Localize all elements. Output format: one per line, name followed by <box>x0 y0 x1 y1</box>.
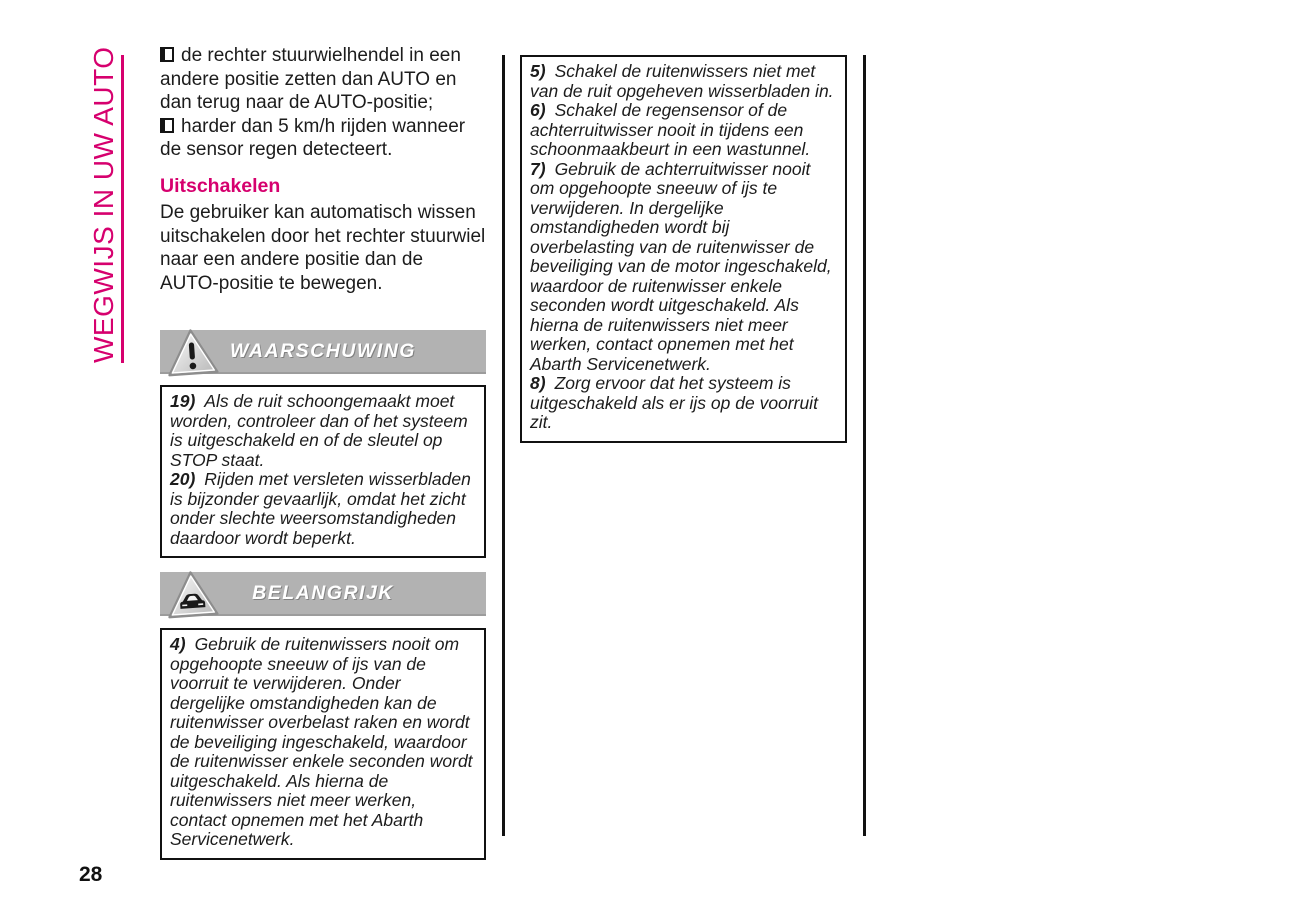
sidebar-accent-rule <box>121 55 124 363</box>
warning-triangle-icon <box>163 326 220 381</box>
notice-item <box>530 160 837 375</box>
sidebar-chapter-title: WEGWIJS IN UW AUTO <box>88 46 119 363</box>
section-heading: Uitschakelen <box>160 174 281 197</box>
square-bullet-icon <box>160 118 174 133</box>
warning-notice-box <box>160 385 486 558</box>
warning-banner-label: WAARSCHUWING <box>230 339 416 362</box>
important-banner-label: BELANGRIJK <box>252 581 394 604</box>
notice-item-text: Gebruik de achterruitwisser nooit om opgehoopte sneeuw of ijs te verwijderen. In dergelijke omstandigheden wordt bij overbelasting van de ruitenwisser de beveiliging van de motor ingeschakeld, waardoor de ruitenwisser enkele seconden wordt uitgeschakeld. Als hierna de ruitenwissers niet meer werken, contact opnemen met het Abarth Servicenetwerk. <box>530 158 832 374</box>
notice-item <box>170 470 476 548</box>
left-column <box>160 44 486 860</box>
warning-banner <box>160 330 486 374</box>
right-notice-box <box>520 55 847 443</box>
notice-item-number: 8) <box>530 373 546 393</box>
notice-item <box>170 635 476 850</box>
bullet-text: harder dan 5 km/h rijden wanneer de sensor regen detecteert. <box>160 115 466 161</box>
notice-item-number: 20) <box>170 469 196 490</box>
notice-item-text: Zorg ervoor dat het systeem is uitgeschakeld als er ijs op de voorruit zit. <box>530 373 818 432</box>
bullet-item <box>160 44 486 115</box>
notice-item <box>530 101 837 160</box>
page-number: 28 <box>79 863 103 886</box>
notice-item <box>530 62 837 101</box>
bullet-text: de rechter stuurwielhendel in een andere positie zetten dan AUTO en dan terug naar de AUTO-positie; <box>160 45 461 114</box>
notice-item-number: 6) <box>530 100 546 120</box>
column-divider-middle <box>502 55 505 836</box>
notice-item-number: 4) <box>170 634 186 655</box>
important-banner <box>160 572 486 616</box>
notice-item <box>530 374 837 433</box>
body-paragraph: De gebruiker kan automatisch wissen uitschakelen door het rechter stuurwiel naar een andere positie dan de AUTO-positie te bewegen. <box>160 201 486 294</box>
column-divider-right <box>863 55 866 836</box>
important-notice-box <box>160 628 486 860</box>
notice-item-text: Gebruik de ruitenwissers nooit om opgehoopte sneeuw of ijs van de voorruit te verwijderen. Onder dergelijke omstandigheden kan de ruitenwisser overbelast raken en wordt de beveiliging ingeschakeld, waardoor de ruitenwisser enkele seconden wordt uitgeschakeld. Als hierna de ruitenwissers niet meer werken, contact opnemen met het Abarth Servicenetwerk. <box>170 634 473 850</box>
notice-item-text: Schakel de ruitenwissers niet met van de ruit opgeheven wisserbladen in. <box>530 61 834 101</box>
bullet-item <box>160 115 486 162</box>
notice-item <box>170 392 476 470</box>
square-bullet-icon <box>160 47 174 62</box>
notice-item-text: Schakel de regensensor of de achterruitwisser nooit in tijdens een schoonmaakbeurt in een wastunnel. <box>530 100 811 159</box>
notice-item-number: 5) <box>530 61 546 81</box>
notice-item-text: Rijden met versleten wisserbladen is bijzonder gevaarlijk, omdat het zicht onder slechte weersomstandigheden daardoor wordt beperkt. <box>170 469 471 548</box>
notice-item-text: Als de ruit schoongemaakt moet worden, controleer dan of het systeem is uitgeschakeld en of de sleutel op STOP staat. <box>170 391 468 470</box>
notice-item-number: 7) <box>530 158 546 179</box>
car-warning-triangle-icon <box>163 568 220 623</box>
notice-item-number: 19) <box>170 391 196 412</box>
